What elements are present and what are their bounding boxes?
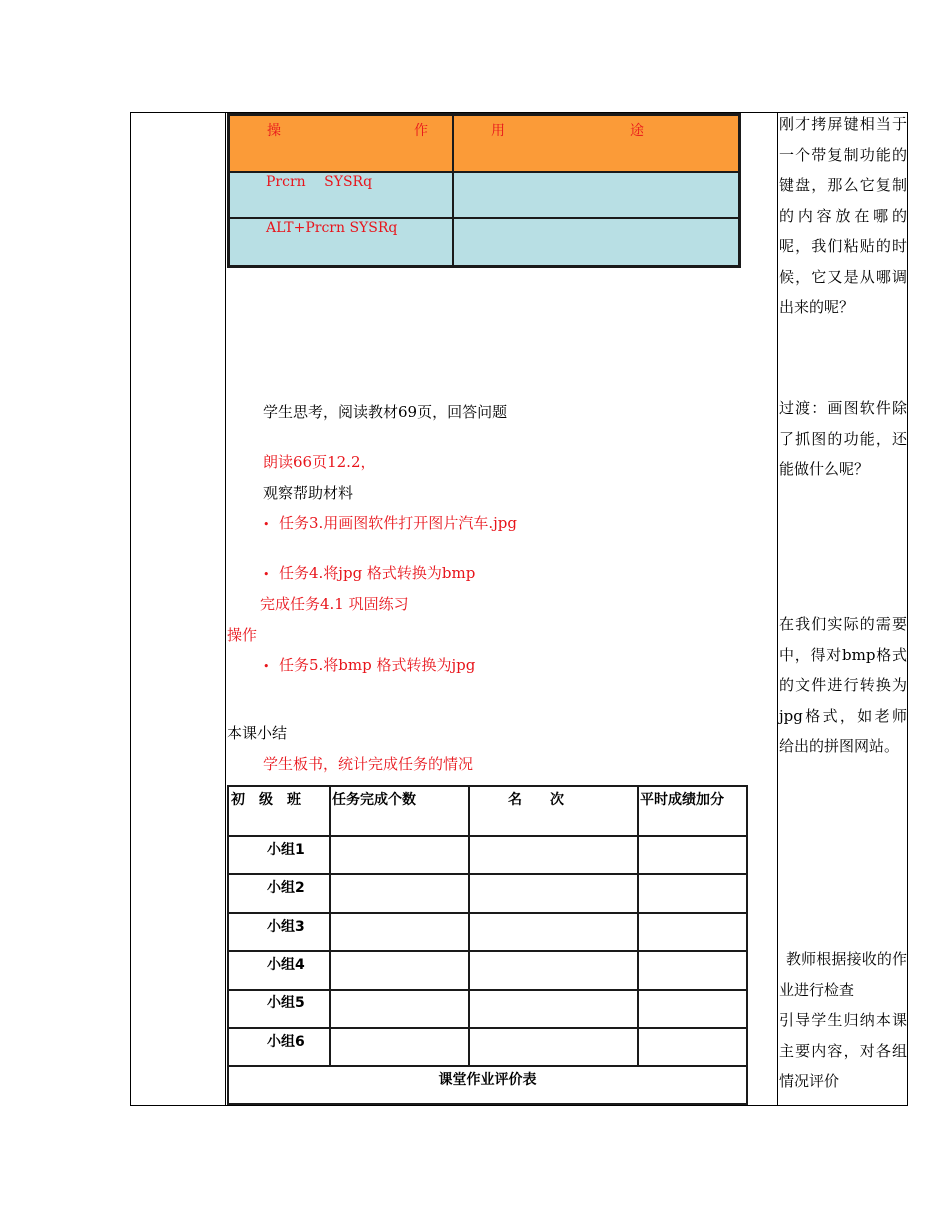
table-header: 初 级 班 (231, 792, 301, 808)
table-header: 平时成绩加分 (640, 792, 724, 808)
score-table-divider (229, 1065, 746, 1067)
task-item (263, 562, 475, 583)
shortcut-table (227, 113, 741, 268)
header-char: 作 (414, 123, 428, 139)
group-label: 小组6 (267, 1034, 305, 1050)
table-caption: 课堂作业评价表 (438, 1072, 537, 1088)
process-line: 学生板书，统计完成任务的情况 (263, 755, 474, 773)
table-header: 名 次 (508, 792, 564, 808)
process-line: 观察帮助材料 (263, 484, 354, 502)
group-label: 小组1 (267, 842, 305, 858)
task-item (263, 512, 517, 533)
score-table-col-divider (329, 787, 331, 1067)
side-note: 过渡：画图软件除了抓图的功能，还能做什么呢？ (779, 399, 907, 478)
side-note: 教师根据接收的作业进行检查 (779, 950, 907, 999)
header-char: 用 (491, 123, 505, 139)
group-label: 小组3 (267, 919, 305, 935)
process-line: 学生思考，阅读教材69页，回答问题 (263, 403, 508, 421)
bullet-icon: • (263, 660, 270, 673)
section-title: 本课小结 (227, 724, 288, 742)
group-label: 小组4 (267, 957, 305, 973)
shortcut-table-divider (230, 171, 738, 173)
frame-col1-line (225, 112, 226, 1106)
task-item (263, 654, 475, 675)
task-text: 任务5.将bmp 格式转换为jpg (279, 656, 476, 674)
bullet-icon: • (263, 518, 270, 531)
score-table-divider (229, 1027, 746, 1029)
task-text: 任务3.用画图软件打开图片汽车.jpg (279, 514, 517, 532)
frame-right-line (907, 112, 908, 1106)
score-table-divider (229, 950, 746, 952)
side-note: 刚才拷屏键相当于一个带复制功能的键盘，那么它复制的内容放在哪的呢，我们粘贴的时候，它又是从哪调出来的呢？ (779, 115, 907, 316)
shortcut-table-divider (230, 217, 738, 219)
score-table-divider (229, 835, 746, 837)
score-table-col-divider (637, 787, 639, 1067)
group-label: 小组2 (267, 880, 305, 896)
frame-left-line (130, 112, 131, 1106)
shortcut-key: ALT+Prcrn SYSRq (266, 220, 398, 236)
frame-bottom-line (130, 1105, 908, 1106)
side-note: 引导学生归纳本课主要内容，对各组情况评价 (779, 1011, 907, 1090)
header-char: 途 (630, 123, 644, 139)
score-table-col-divider (468, 787, 470, 1067)
process-line: 完成任务4.1 巩固练习 (260, 595, 409, 613)
frame-col2-line (777, 112, 778, 1106)
group-label: 小组5 (267, 995, 305, 1011)
shortcut-key: Prcrn SYSRq (266, 174, 373, 190)
score-table-divider (229, 873, 746, 875)
process-line: 朗读66页12.2， (263, 453, 376, 471)
process-line: 操作 (227, 626, 258, 644)
side-note: 在我们实际的需要中，得对bmp格式的文件进行转换为jpg格式，如老师给出的拼图网站。 (779, 615, 907, 755)
shortcut-table-col-divider (452, 116, 454, 265)
score-table (227, 785, 748, 1105)
task-text: 任务4.将jpg 格式转换为bmp (279, 564, 476, 582)
table-header: 任务完成个数 (332, 792, 416, 808)
score-table-divider (229, 989, 746, 991)
shortcut-table-header (230, 116, 738, 172)
score-table-divider (229, 912, 746, 914)
bullet-icon: • (263, 568, 270, 581)
header-char: 操 (267, 123, 281, 139)
